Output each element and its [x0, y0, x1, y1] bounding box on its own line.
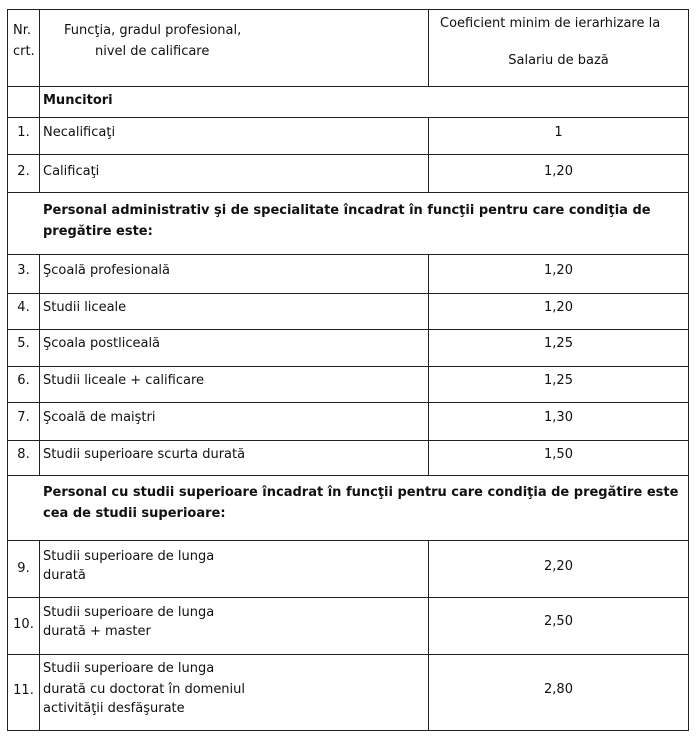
salary-coefficient-table: [7, 9, 689, 731]
section-heading-studii-superioare: cea de studii superioare:: [43, 506, 226, 521]
row-divider: [7, 254, 689, 255]
row-divider: [7, 192, 689, 193]
row-coefficient: 1,30: [544, 410, 573, 425]
header-coef-line2: Salariu de bază: [508, 53, 609, 68]
header-functia-line2: nivel de calificare: [95, 44, 210, 59]
row-coefficient: 1,50: [544, 447, 573, 462]
row-coefficient: 1,20: [544, 164, 573, 179]
row-functia: Şcoală profesională: [43, 263, 170, 278]
row-number: 10.: [13, 617, 34, 632]
row-divider: [7, 475, 689, 476]
row-number: 4.: [17, 300, 30, 315]
row-functia: activităţii desfăşurate: [43, 701, 185, 716]
section-heading-administrativ: pregătire este:: [43, 224, 153, 239]
row-divider: [7, 9, 689, 10]
header-coef-line1: Coeficient minim de ierarhizare la: [440, 16, 661, 31]
row-divider: [7, 117, 689, 118]
column-divider: [39, 540, 40, 731]
column-divider: [428, 254, 429, 476]
row-divider: [7, 440, 689, 441]
row-functia: durată: [43, 568, 86, 583]
row-divider: [7, 154, 689, 155]
column-divider: [39, 254, 40, 476]
row-divider: [7, 329, 689, 330]
header-nr-line2: crt.: [13, 44, 35, 59]
row-divider: [7, 654, 689, 655]
row-coefficient: 1,25: [544, 336, 573, 351]
row-divider: [7, 402, 689, 403]
row-number: 1.: [17, 125, 30, 140]
section-heading-administrativ: Personal administrativ şi de specialitate încadrat în funcţii pentru care condiţia de: [43, 203, 651, 218]
row-divider: [7, 597, 689, 598]
table-border-right: [688, 9, 689, 731]
row-functia: Şcoala postliceală: [43, 336, 161, 351]
row-number: 11.: [13, 683, 34, 698]
row-coefficient: 1,20: [544, 300, 573, 315]
column-divider: [39, 9, 40, 193]
row-divider: [7, 366, 689, 367]
header-functia-line1: Funcţia, gradul profesional,: [64, 23, 242, 38]
row-number: 6.: [17, 373, 30, 388]
row-functia: Studii superioare de lunga: [43, 605, 215, 620]
section-heading-studii-superioare: Personal cu studii superioare încadrat în funcţii pentru care condiţia de pregătire este: [43, 485, 679, 500]
row-functia: Studii liceale + calificare: [43, 373, 204, 388]
row-coefficient: 1,20: [544, 263, 573, 278]
row-functia: Studii superioare de lunga: [43, 661, 215, 676]
column-divider: [428, 9, 429, 87]
row-coefficient: 2,50: [544, 614, 573, 629]
row-functia: durată cu doctorat în domeniul: [43, 682, 246, 697]
header-nr-line1: Nr.: [13, 23, 32, 38]
row-functia: Necalificaţi: [43, 125, 116, 140]
row-number: 5.: [17, 336, 30, 351]
row-coefficient: 1,25: [544, 373, 573, 388]
row-number: 3.: [17, 263, 30, 278]
row-coefficient: 2,80: [544, 682, 573, 697]
row-number: 8.: [17, 447, 30, 462]
row-divider: [7, 540, 689, 541]
section-heading-muncitori: Muncitori: [43, 93, 113, 108]
row-number: 2.: [17, 164, 30, 179]
row-functia: Studii superioare de lunga: [43, 549, 215, 564]
row-divider: [7, 293, 689, 294]
row-number: 9.: [17, 561, 30, 576]
row-functia: Şcoală de maiştri: [43, 410, 156, 425]
row-divider: [7, 730, 689, 731]
row-functia: Studii liceale: [43, 300, 127, 315]
row-functia: Studii superioare scurta durată: [43, 447, 246, 462]
row-functia: Calificaţi: [43, 164, 100, 179]
row-functia: durată + master: [43, 624, 151, 639]
row-divider: [7, 86, 689, 87]
row-coefficient: 1: [554, 125, 563, 140]
row-number: 7.: [17, 410, 30, 425]
row-coefficient: 2,20: [544, 559, 573, 574]
